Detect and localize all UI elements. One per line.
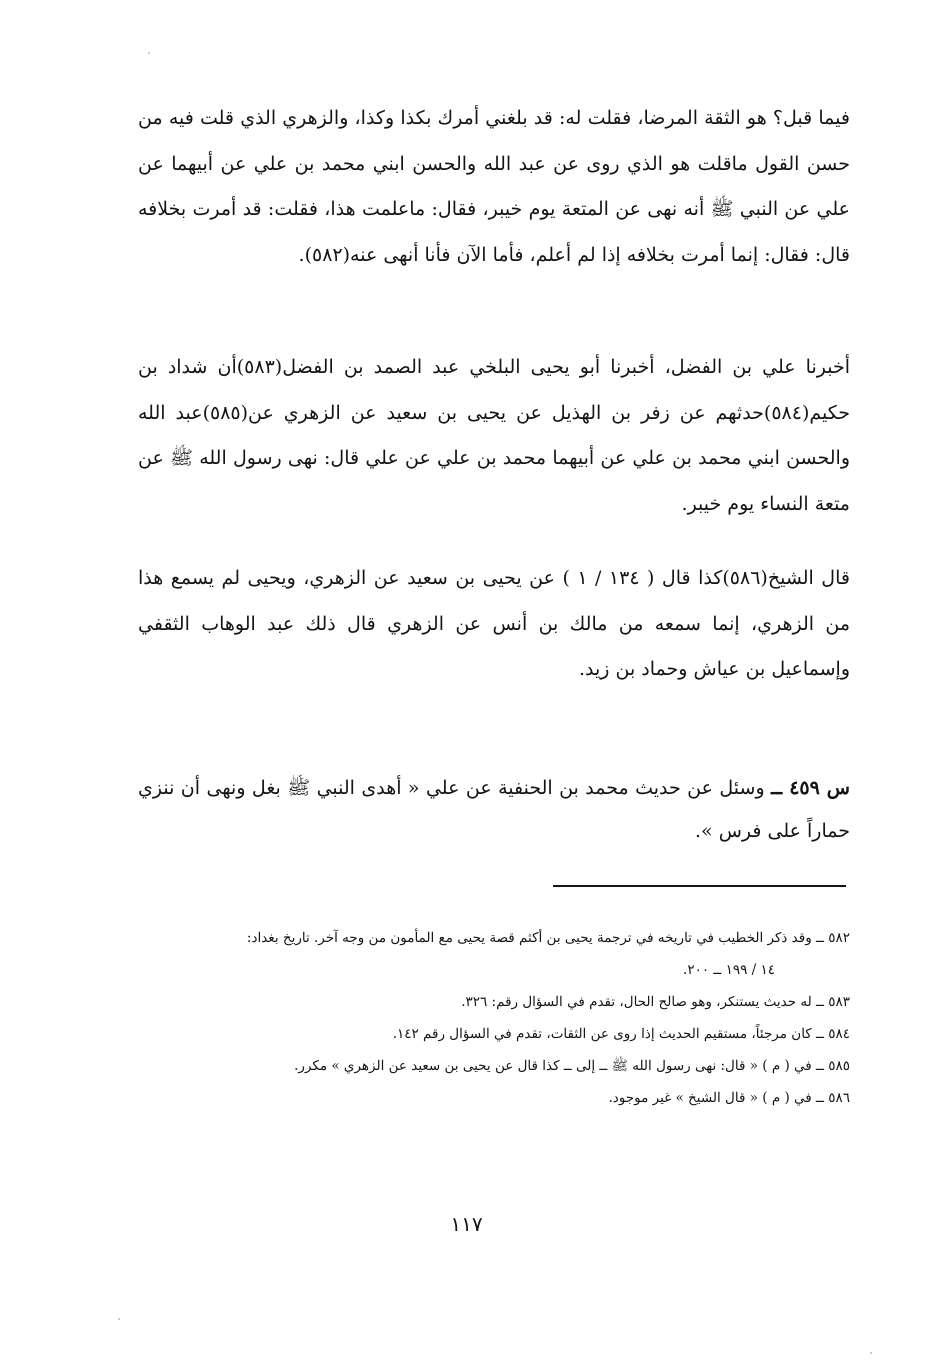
scan-speck — [118, 1318, 120, 1320]
page-number: ١١٧ — [450, 1212, 483, 1236]
footnotes-section — [138, 922, 850, 1114]
paragraph-2: أخبرنا علي بن الفضل، أخبرنا أبو يحيى البلخي عبد الصمد بن الفضل(٥٨٣)أن شداد بن حكيم(٥٨٤)حدثهم عن زفر بن الهذيل عن يحيى بن سعيد عن الزهري عن(٥٨٥)عبد الله والحسن ابني محمد بن علي عن أبيهما محمد بن علي عن علي قال: نهى رسول الله ﷺ عن متعة النساء يوم خيبر. — [138, 356, 851, 515]
scan-speck — [148, 52, 150, 54]
footnote-separator — [553, 885, 846, 887]
footnote-586: ٥٨٦ ــ في ( م ) « قال الشيخ » غير موجود. — [608, 1090, 850, 1106]
question-paragraph — [138, 767, 850, 853]
paragraph-3: قال الشيخ(٥٨٦)كذا قال ( ١٣٤ / ١ ) عن يحيى بن سعيد عن الزهري، ويحيى لم يسمع هذا من الزهري، إنما سمعه من مالك بن أنس عن الزهري قال ذلك عبد الوهاب الثقفي وإسماعيل بن عياش وحماد بن زيد. — [138, 567, 850, 680]
footnote-583: ٥٨٣ ــ له حديث يستنكر، وهو صالح الحال، تقدم في السؤال رقم: ٣٢٦. — [461, 994, 850, 1010]
footnote-584: ٥٨٤ ــ كان مرجئاً، مستقيم الحديث إذا روى عن الثقات، تقدم في السؤال رقم ١٤٢. — [392, 1026, 850, 1042]
question-label: س ٤٥٩ ــ — [771, 777, 851, 799]
question-text: وسئل عن حديث محمد بن الحنفية عن علي « أهدى النبي ﷺ بغل ونهى أن ننزي حماراً على فرس ». — [138, 777, 850, 842]
paragraph-1: فيما قبل؟ هو الثقة المرضا، فقلت له: قد بلغني أمرك بكذا وكذا، والزهري الذي قلت فيه من حسن القول ماقلت هو الذي روى عن عبد الله والحسن ابني محمد بن علي عن أبيهما عن علي عن النبي ﷺ أنه نهى عن المتعة يوم خيبر، فقال: ماعلمت هذا، فقلت: قد أمرت بخلافه قال: فقال: إنما أمرت بخلافه إذا لم أعلم، فأما الآن فأنا أنهى عنه(٥٨٢). — [138, 107, 850, 266]
footnote-582-continuation: ١٤ / ١٩٩ ــ ٢٠٠. — [683, 962, 775, 978]
scan-speck — [870, 1352, 872, 1354]
footnote-582: ٥٨٢ ــ وقد ذكر الخطيب في تاريخه في ترجمة يحيى بن أكثم قصة يحيى مع المأمون من وجه آخر. تاريخ بغداد: — [246, 930, 850, 946]
footnote-585: ٥٨٥ ــ في ( م ) « قال: نهى رسول الله ﷺ ــ إلى ــ كذا قال عن يحيى بن سعيد عن الزهري » مكرر. — [294, 1058, 850, 1074]
